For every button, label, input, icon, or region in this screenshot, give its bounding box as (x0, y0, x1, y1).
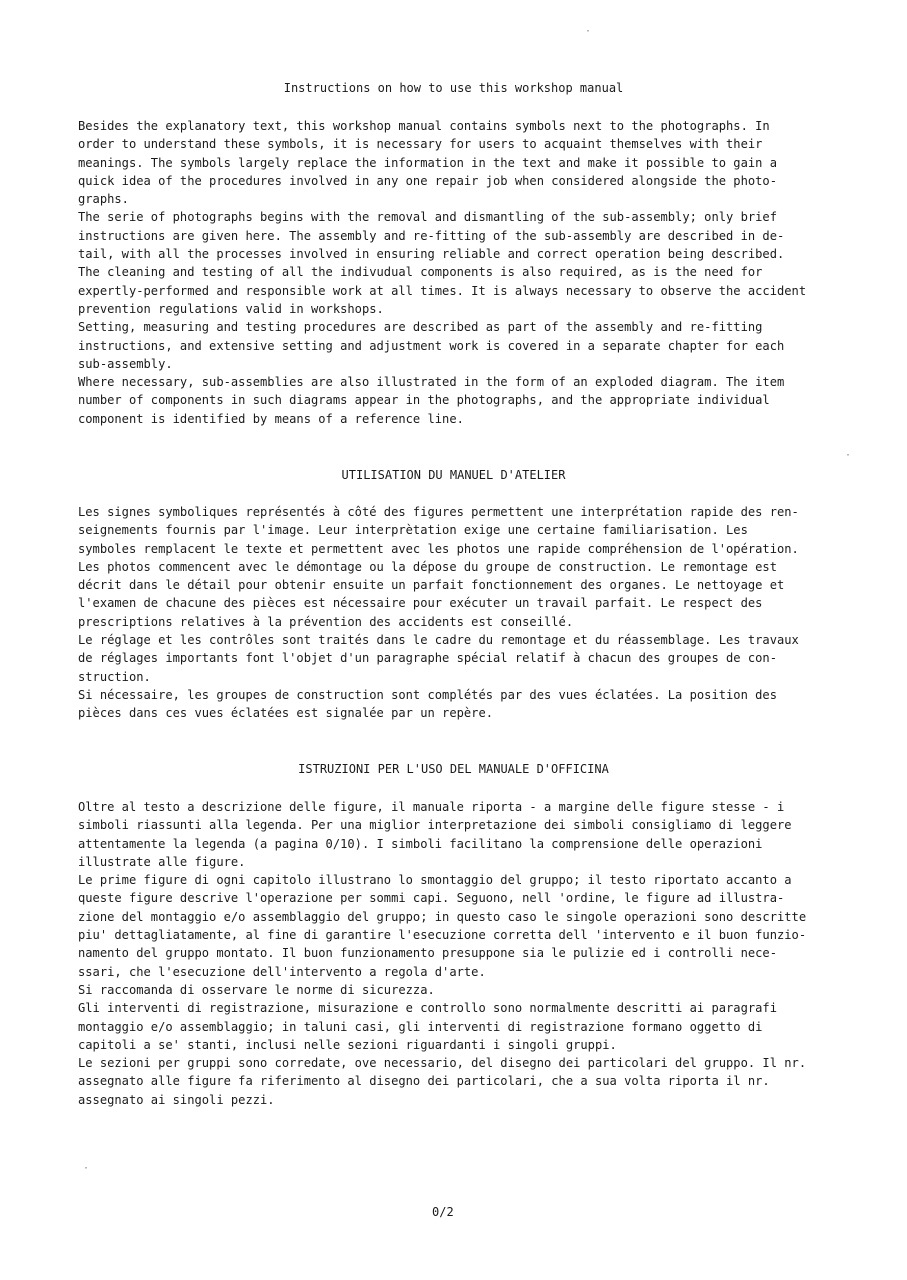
text-line: décrit dans le détail pour obtenir ensuite un parfait fonctionnement des organes. Le nettoyage et (78, 578, 785, 593)
text-line: simboli riassunti alla legenda. Per una miglior interpretazione dei simboli consigliamo di leggere (78, 818, 792, 833)
text-line: l'examen de chacune des pièces est nécessaire pour exécuter un travail parfait. Le respect des (78, 596, 763, 611)
text-line: Where necessary, sub-assemblies are also illustrated in the form of an exploded diagram. The item (78, 375, 785, 390)
text-line: queste figure descrive l'operazione per sommi capi. Seguono, nell 'ordine, le figure ad illustra- (78, 891, 785, 906)
text-line: order to understand these symbols, it is necessary for users to acquaint themselves with their (78, 137, 763, 152)
text-line: zione del montaggio e/o assemblaggio del gruppo; in questo caso le singole operazioni sono descritte (78, 909, 807, 924)
text-line: sub-assembly. (78, 356, 173, 371)
text-line: prevention regulations valid in workshops. (78, 301, 384, 316)
text-line: symboles remplacent le texte et permettent avec les photos une rapide compréhension de l'opération. (78, 541, 799, 556)
scan-speck: · (845, 450, 852, 461)
text-line: Setting, measuring and testing procedures are described as part of the assembly and re-fitting (78, 320, 763, 335)
text-line: quick idea of the procedures involved in any one repair job when considered alongside the photo- (78, 173, 777, 188)
text-line: Le sezioni per gruppi sono corredate, ove necessario, del disegno dei particolari del gruppo. Il nr. (78, 1056, 807, 1071)
text-line: Oltre al testo a descrizione delle figure, il manuale riporta - a margine delle figure stesse - i (78, 800, 785, 814)
text-line: tail, with all the processes involved in ensuring reliable and correct operation being described. (78, 247, 785, 262)
text-line: component is identified by means of a reference line. (78, 411, 464, 426)
text-line: instructions are given here. The assembly and re-fitting of the sub-assembly are described in de- (78, 228, 785, 243)
text-line: piu' dettagliatamente, al fine di garantire l'esecuzione corretta dell 'intervento e il buon funzio- (78, 928, 807, 943)
text-line: Si raccomanda di osservare le norme di sicurezza. (78, 982, 435, 997)
text-line: Si nécessaire, les groupes de construction sont complétés par des vues éclatées. La position des (78, 687, 777, 702)
text-line: montaggio e/o assemblaggio; in taluni casi, gli interventi di registrazione formano oggetto di (78, 1019, 763, 1034)
text-line: Les signes symboliques représentés à côté des figures permettent une interprétation rapide des ren- (78, 505, 799, 519)
text-line: namento del gruppo montato. Il buon funzionamento presuppone sia le pulizie ed i controlli nece- (78, 946, 777, 961)
italian-section (78, 798, 838, 1109)
scan-speck: · (83, 1163, 90, 1174)
text-line: assegnato alle figure fa riferimento al disegno dei particolari, che a sua volta riporta il nr. (78, 1074, 770, 1089)
text-line: prescriptions relatives à la prévention des accidents est conseillé. (78, 614, 574, 629)
text-line: seignements fournis par l'image. Leur interprètation exige une certaine familiarisation. Les (78, 523, 748, 538)
text-line: capitoli a se' stanti, inclusi nelle sezioni riguardanti i singoli gruppi. (78, 1037, 617, 1052)
text-line: Les photos commencent avec le démontage ou la dépose du groupe de construction. Le remontage est (78, 559, 777, 574)
italian-heading: ISTRUZIONI PER L'USO DEL MANUALE D'OFFICINA (298, 762, 609, 776)
scan-speck: · (585, 26, 592, 37)
text-line: illustrate alle figure. (78, 854, 246, 869)
french-heading: UTILISATION DU MANUEL D'ATELIER (341, 468, 566, 482)
text-line: number of components in such diagrams appear in the photographs, and the appropriate individual (78, 393, 770, 408)
french-section (78, 503, 838, 723)
text-line: assegnato ai singoli pezzi. (78, 1092, 275, 1107)
text-line: meanings. The symbols largely replace the information in the text and make it possible to gain a (78, 155, 777, 170)
text-line: The serie of photographs begins with the removal and dismantling of the sub-assembly; only brief (78, 210, 777, 225)
english-heading: Instructions on how to use this workshop manual (283, 81, 624, 95)
english-section (78, 117, 838, 428)
text-line: pièces dans ces vues éclatées est signalée par un repère. (78, 706, 494, 721)
text-line: instructions, and extensive setting and adjustment work is covered in a separate chapter for each (78, 338, 785, 353)
text-line: Le prime figure di ogni capitolo illustrano lo smontaggio del gruppo; il testo riportato accanto a (78, 873, 792, 888)
text-line: attentamente la legenda (a pagina 0/10). I simboli facilitano la comprensione delle operazioni (78, 836, 763, 851)
text-line: Le réglage et les contrôles sont traités dans le cadre du remontage et du réassemblage. Les travaux (78, 633, 799, 648)
text-line: Gli interventi di registrazione, misurazione e controllo sono normalmente descritti ai paragrafi (78, 1001, 777, 1016)
text-line: Besides the explanatory text, this workshop manual contains symbols next to the photographs. In (78, 119, 770, 133)
text-line: struction. (78, 669, 151, 684)
text-line: ssari, che l'esecuzione dell'intervento a regola d'arte. (78, 964, 486, 979)
text-line: expertly-performed and responsible work at all times. It is always necessary to observe the accident (78, 283, 807, 298)
text-line: graphs. (78, 192, 129, 207)
text-line: de réglages importants font l'objet d'un paragraphe spécial relatif à chacun des groupes de con- (78, 651, 777, 666)
page-number: 0/2 (432, 1205, 454, 1219)
text-line: The cleaning and testing of all the indivudual components is also required, as is the need for (78, 265, 763, 280)
